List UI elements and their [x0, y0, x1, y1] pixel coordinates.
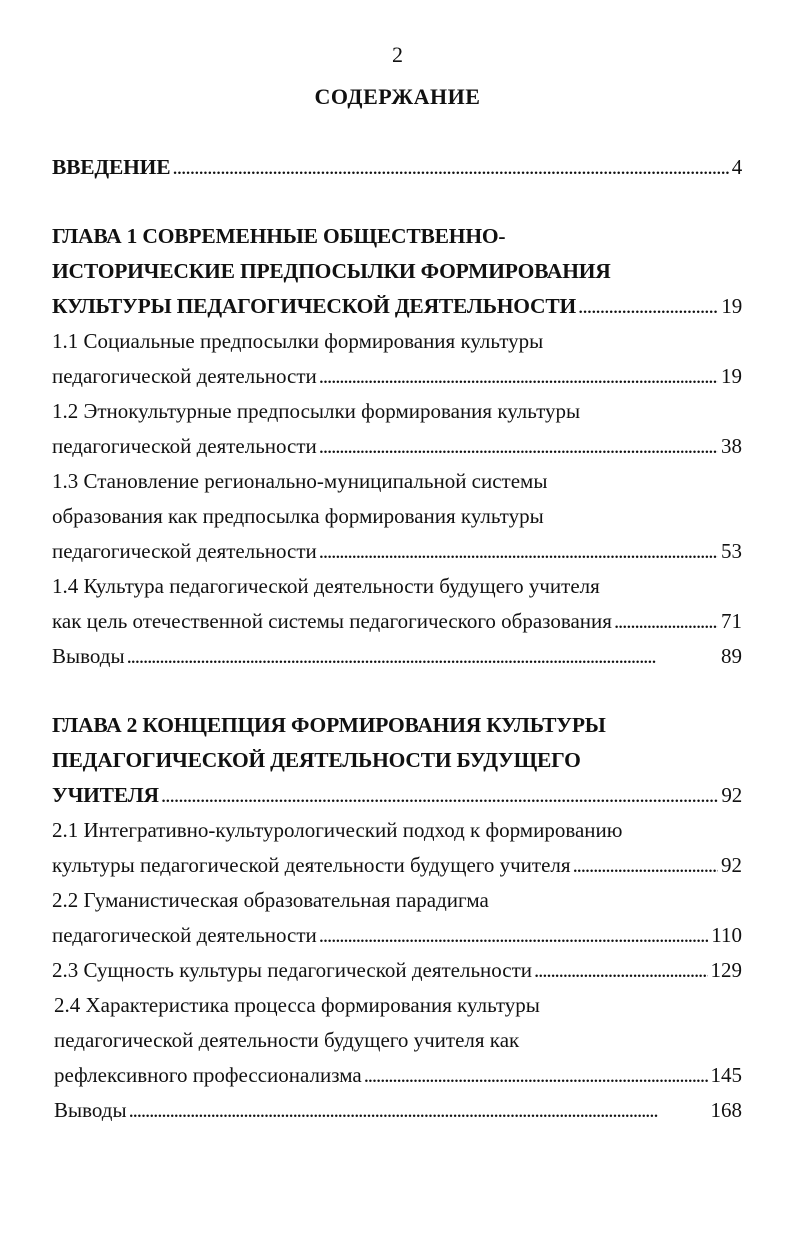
- toc-line: 1.4 Культура педагогической деятельности будущего учителя: [52, 574, 600, 598]
- toc-page-number: 71: [721, 609, 742, 633]
- dot-leader: [573, 848, 718, 883]
- dot-leader: [161, 778, 719, 813]
- toc-entry-text: Выводы: [54, 1098, 127, 1122]
- toc-entry-introduction: [52, 150, 742, 185]
- toc-entry-text: как цель отечественной системы педагогического образования: [52, 609, 612, 633]
- toc-entry-text: культуры педагогической деятельности будущего учителя: [52, 853, 571, 877]
- toc-page-number: 110: [711, 923, 742, 947]
- toc-line: [52, 918, 742, 953]
- toc-entry-text: педагогической деятельности: [52, 539, 317, 563]
- toc-page-number: 92: [721, 853, 742, 877]
- toc-page-number: 19: [721, 294, 742, 318]
- toc-entry-section-2-4: [52, 988, 742, 1093]
- toc-entry-text: педагогической деятельности: [52, 434, 317, 458]
- page-number: 2: [392, 42, 403, 67]
- dot-leader: [534, 953, 707, 988]
- toc-entry-conclusions-2: [52, 1093, 742, 1128]
- dot-leader: [319, 359, 718, 394]
- toc-line: [52, 953, 742, 988]
- toc-line: [52, 289, 742, 324]
- toc-line: ГЛАВА 1 СОВРЕМЕННЫЕ ОБЩЕСТВЕННО-: [52, 224, 506, 248]
- toc-entry-text: 2.3 Сущность культуры педагогической деятельности: [52, 958, 533, 982]
- toc-entry-section-2-3: [52, 953, 742, 988]
- toc-page-number: 53: [721, 539, 742, 563]
- toc-line: [52, 429, 742, 464]
- toc-entry-text: педагогической деятельности: [52, 364, 317, 388]
- toc-page-number: 129: [710, 958, 742, 982]
- toc-entry-text: КУЛЬТУРЫ ПЕДАГОГИЧЕСКОЙ ДЕЯТЕЛЬНОСТИ: [52, 294, 577, 318]
- table-of-contents: [52, 150, 742, 1128]
- toc-entry-section-1-4: [52, 569, 742, 639]
- toc-page-number: 168: [710, 1098, 742, 1122]
- toc-entry-section-1-3: [52, 464, 742, 569]
- toc-page-number: 89: [721, 644, 742, 668]
- toc-entry-text: ВВЕДЕНИЕ: [52, 155, 171, 179]
- toc-line: 2.4 Характеристика процесса формирования культуры: [54, 993, 540, 1017]
- toc-line: [52, 359, 742, 394]
- dot-leader: [578, 289, 718, 324]
- toc-line: [52, 150, 742, 185]
- toc-entry-text: рефлексивного профессионализма: [54, 1063, 362, 1087]
- toc-line: педагогической деятельности будущего учителя как: [54, 1028, 520, 1052]
- toc-line: [52, 1058, 742, 1093]
- toc-line: образования как предпосылка формирования культуры: [52, 504, 544, 528]
- toc-entry-text: УЧИТЕЛЯ: [52, 783, 159, 807]
- toc-entry-chapter-2: [52, 708, 742, 813]
- toc-line: 1.3 Становление регионально-муниципальной системы: [52, 469, 548, 493]
- toc-line: [52, 639, 742, 674]
- toc-page-number: 145: [710, 1063, 742, 1087]
- dot-leader: [364, 1058, 708, 1093]
- toc-page-number: 4: [731, 155, 742, 179]
- toc-entry-section-1-1: [52, 324, 742, 394]
- toc-line: ГЛАВА 2 КОНЦЕПЦИЯ ФОРМИРОВАНИЯ КУЛЬТУРЫ: [52, 713, 606, 737]
- toc-line: 1.2 Этнокультурные предпосылки формирования культуры: [52, 399, 581, 423]
- toc-page-number: 92: [721, 783, 742, 807]
- toc-line: ИСТОРИЧЕСКИЕ ПРЕДПОСЫЛКИ ФОРМИРОВАНИЯ: [52, 259, 611, 283]
- toc-line: [52, 604, 742, 639]
- dot-leader: [614, 604, 718, 639]
- toc-line: [52, 778, 742, 813]
- toc-line: 1.1 Социальные предпосылки формирования культуры: [52, 329, 544, 353]
- dot-leader: [319, 534, 718, 569]
- dot-leader: [319, 918, 708, 953]
- toc-line: [52, 848, 742, 883]
- toc-entry-section-2-1: [52, 813, 742, 883]
- toc-line: ПЕДАГОГИЧЕСКОЙ ДЕЯТЕЛЬНОСТИ БУДУЩЕГО: [52, 748, 581, 772]
- page-title: СОДЕРЖАНИЕ: [314, 84, 481, 109]
- toc-entry-section-2-2: [52, 883, 742, 953]
- toc-entry-chapter-1: [52, 219, 742, 324]
- dot-leader: [127, 639, 718, 674]
- toc-entry-text: педагогической деятельности: [52, 923, 317, 947]
- dot-leader: [172, 150, 728, 185]
- toc-page-number: 38: [721, 434, 742, 458]
- toc-entry-text: Выводы: [52, 644, 125, 668]
- toc-line: [52, 1093, 742, 1128]
- toc-entry-conclusions-1: [52, 639, 742, 674]
- dot-leader: [319, 429, 718, 464]
- toc-entry-section-1-2: [52, 394, 742, 464]
- toc-page-number: 19: [721, 364, 742, 388]
- toc-line: 2.2 Гуманистическая образовательная парадигма: [52, 888, 489, 912]
- dot-leader: [129, 1093, 708, 1128]
- toc-line: [52, 534, 742, 569]
- toc-line: 2.1 Интегративно-культурологический подход к формированию: [52, 818, 623, 842]
